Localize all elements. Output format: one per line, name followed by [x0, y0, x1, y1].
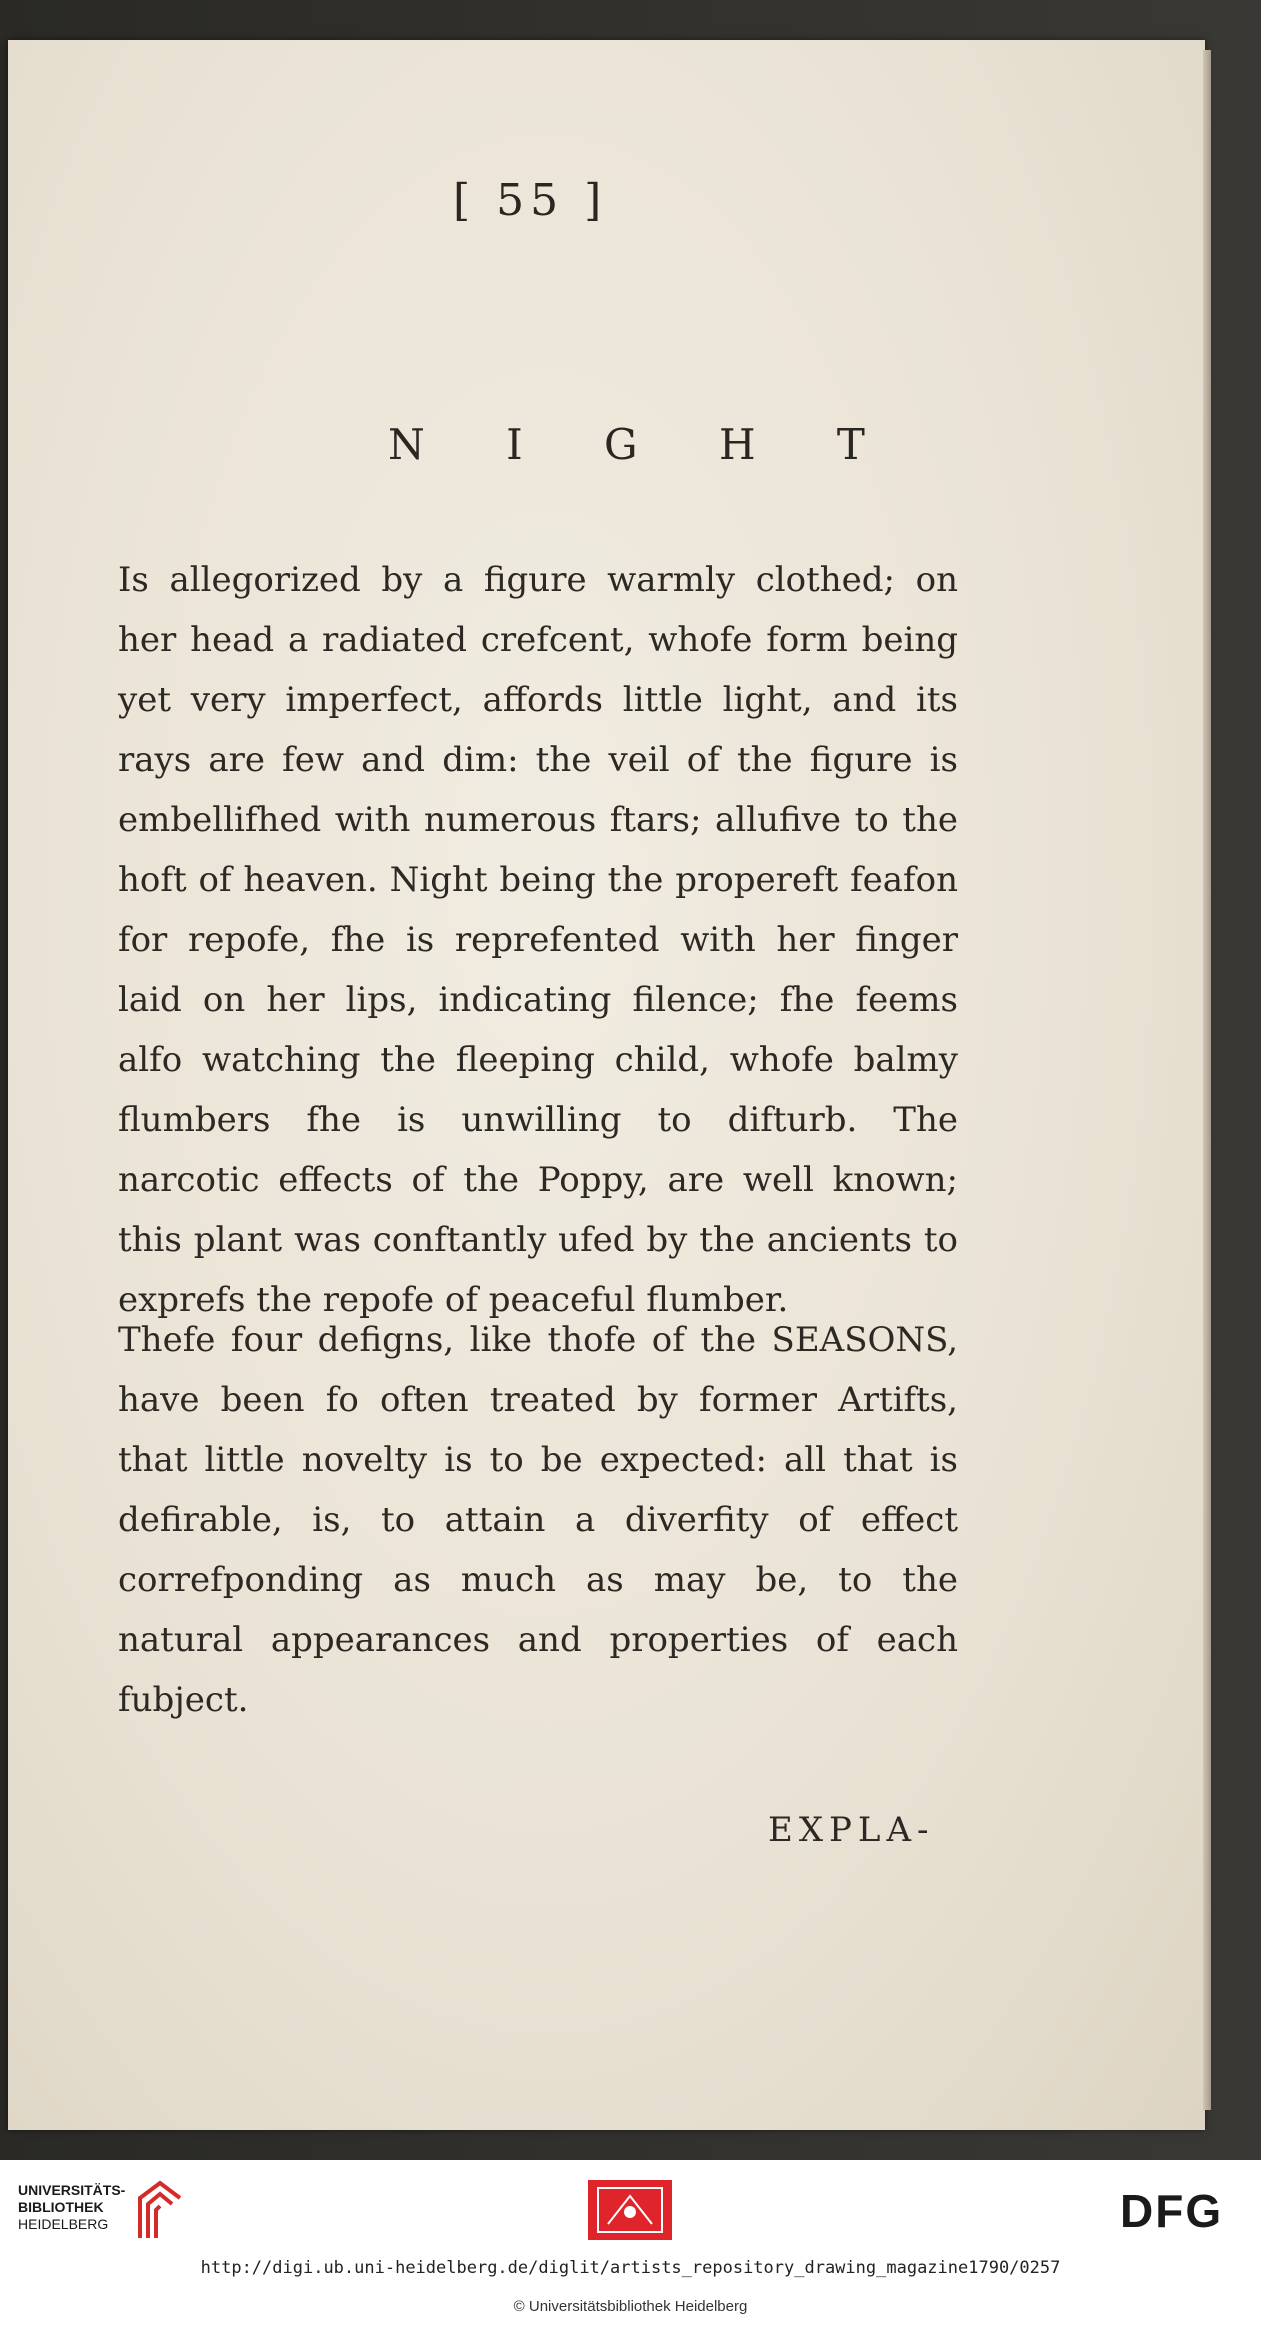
footer	[0, 2160, 1261, 2327]
page-title: N I G H T	[388, 420, 899, 469]
library-emblem-icon	[130, 2178, 190, 2248]
catchword: EXPLA-	[768, 1810, 935, 1850]
page-edge	[1203, 50, 1211, 2110]
paragraph-designs: Thefe four defigns, like thofe of the SEASONS, have been fo often treated by former Artifts, that little novelty is to be expected: all that is defirable, is, to attain a diverfity of effect correfponding as much as may be, to the natural appearances and properties of each fubject.	[118, 1320, 958, 1720]
paragraph-night: Is allegorized by a figure warmly clothed; on her head a radiated crefcent, whofe form being yet very imperfect, affords little light, and its rays are few and dim: the veil of the figure is embellifhed with numerous ftars; allufive to the hoft of heaven. Night being the propereft feafon for repofe, fhe is reprefented with her finger laid on her lips, indicating filence; fhe feems alfo watching the fleeping child, whofe balmy flumbers fhe is unwilling to difturb. The narcotic effects of the Poppy, are well known; this plant was conftantly ufed by the ancients to exprefs the repofe of peaceful flumber.	[118, 560, 958, 1320]
page-number: [ 55 ]	[453, 175, 608, 226]
book-page	[8, 40, 1205, 2130]
library-name: UNIVERSITÄTS- BIBLIOTHEK HEIDELBERG	[18, 2182, 126, 2232]
dfg-logo[interactable]: DFG	[1120, 2185, 1224, 2237]
university-library-logo[interactable]	[18, 2178, 188, 2248]
source-url[interactable]: http://digi.ub.uni-heidelberg.de/diglit/artists_repository_drawing_magazine1790/0257	[200, 2258, 1061, 2278]
copyright-notice: © Universitätsbibliothek Heidelberg	[513, 2298, 748, 2315]
epistemic-logo-icon[interactable]	[588, 2180, 672, 2240]
